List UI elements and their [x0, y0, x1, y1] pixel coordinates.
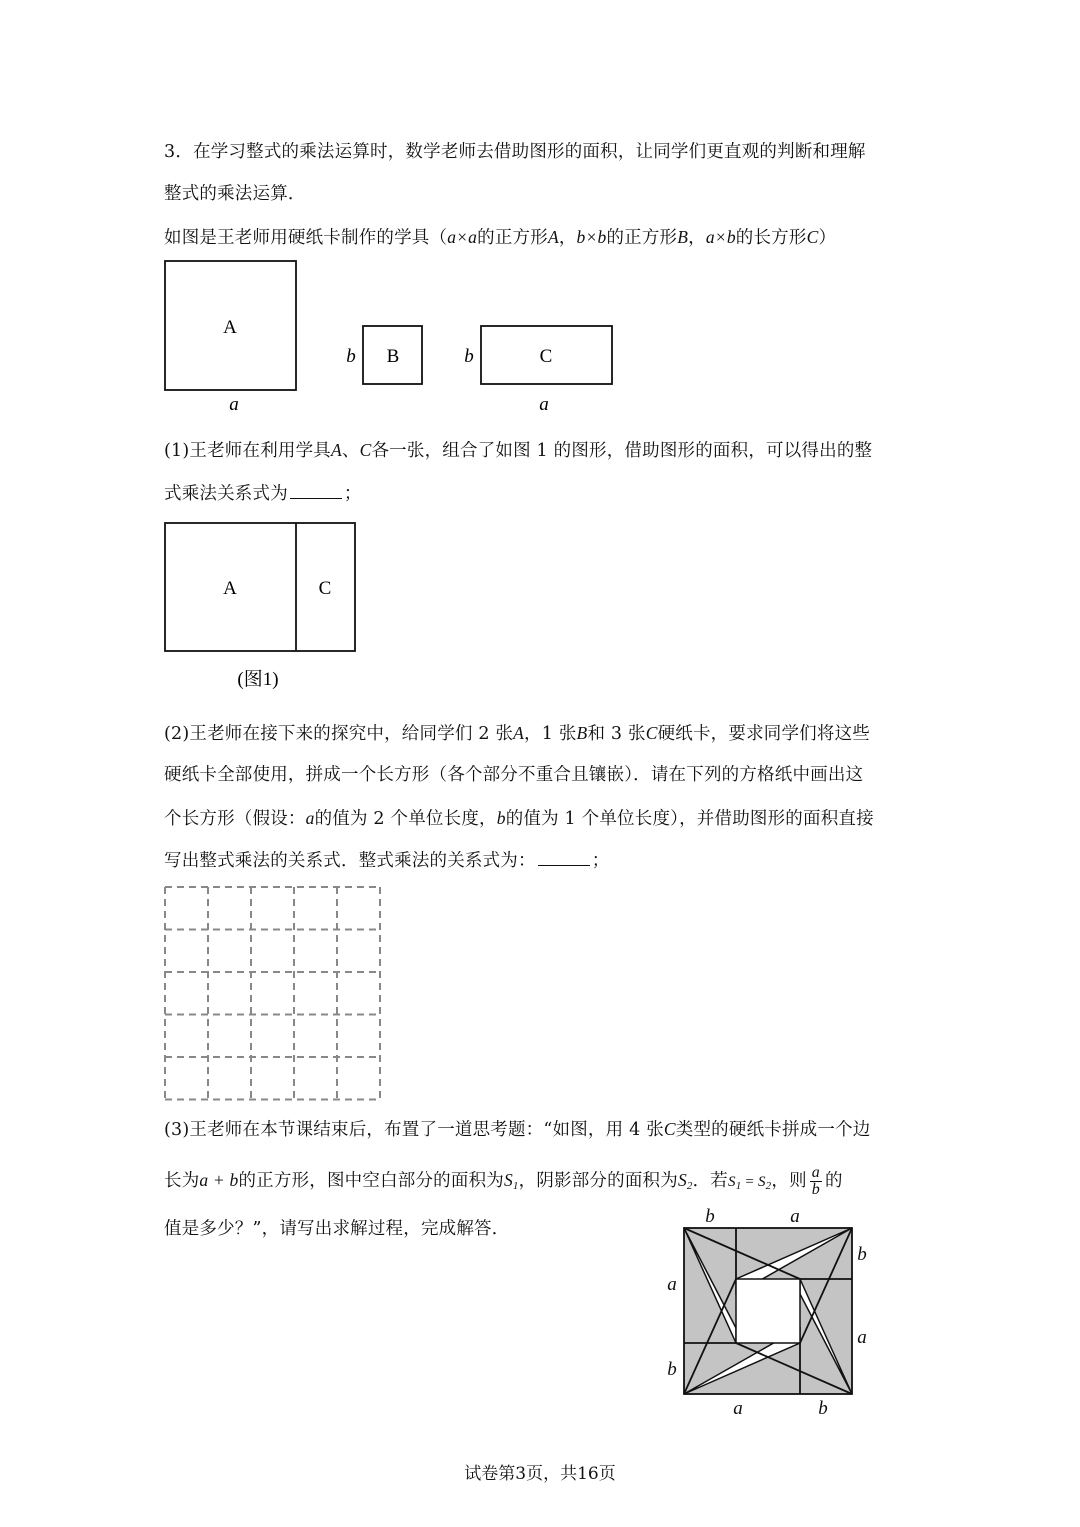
expr-a-plus-b: a + b — [199, 1170, 239, 1190]
label-top-a: a — [790, 1206, 800, 1227]
rect-C-side-a: a — [539, 394, 549, 415]
label-right-a: a — [857, 1327, 867, 1348]
p3-text-b: 类型的硬纸卡拼成一个边 — [675, 1120, 871, 1140]
label-right-b: b — [857, 1244, 867, 1265]
subscript-1: 1 — [512, 1180, 519, 1192]
p2-text-b: ，1 张 — [524, 724, 577, 744]
comma: ， — [558, 228, 577, 248]
p3-text-l2c: ，阴影部分的面积为 — [518, 1171, 678, 1191]
q3-line2: 整式的乘法运算． — [164, 184, 306, 204]
p3-text-a: (3)王老师在本节课结束后，布置了一道思考题：“如图，用 4 张 — [164, 1120, 664, 1140]
subscript-2: 2 — [686, 1180, 693, 1192]
p1-text-c: 各一张，组合了如图 1 的图形，借助图形的面积，可以得出的整 — [371, 441, 873, 461]
p3-text-l2f: 的 — [824, 1171, 843, 1191]
var-A: A — [513, 723, 525, 743]
p3-text-l2a: 长为 — [164, 1171, 200, 1191]
equals-sign: = — [741, 1174, 758, 1190]
square-A-label: A — [223, 317, 237, 338]
var-S: S — [677, 1170, 687, 1190]
label-top-b: b — [705, 1206, 715, 1227]
expr-axa: a×a — [447, 227, 478, 247]
var-A: A — [547, 227, 559, 247]
p2-text-l3c: 的值为 1 个单位长度），并借助图形的面积直接 — [505, 809, 874, 829]
var-S: S — [728, 1174, 736, 1190]
var-S: S — [503, 1170, 513, 1190]
subscript-2: 2 — [765, 1180, 772, 1192]
p2-semicolon: ； — [591, 851, 610, 871]
p3-text-l2e: ，则 — [771, 1171, 807, 1191]
expr-bxb: b×b — [576, 227, 607, 247]
intro-text-a: 如图是王老师用硬纸卡制作的学具（ — [164, 228, 448, 248]
p2-line2: 硬纸卡全部使用，拼成一个长方形（各个部分不重合且镶嵌）．请在下列的方格纸中画出这 — [164, 765, 864, 785]
p1-semicolon: ； — [343, 484, 362, 504]
var-b: b — [496, 808, 506, 828]
page-footer: 试卷第3页，共16页 — [464, 1464, 616, 1484]
fraction-denominator: b — [811, 1181, 820, 1198]
subscript-1: 1 — [735, 1180, 742, 1192]
q3-line1: 3．在学习整式的乘法运算时，数学老师去借助图形的面积，让同学们更直观的判断和理解 — [164, 142, 866, 162]
expr-axb: a×b — [705, 227, 736, 247]
p2-text-a: (2)王老师在接下来的探究中，给同学们 2 张 — [164, 724, 514, 744]
label-left-a: a — [667, 1274, 677, 1295]
label-bottom-b: b — [818, 1398, 828, 1419]
var-C: C — [645, 723, 658, 743]
var-C: C — [806, 227, 819, 247]
label-left-b: b — [667, 1359, 677, 1380]
fig1-C-label: C — [318, 578, 332, 599]
label-bottom-a: a — [733, 1398, 743, 1419]
rect-C-label: C — [539, 346, 553, 367]
p3-line3: 值是多少？”，请写出求解过程，完成解答． — [164, 1219, 510, 1239]
fig1-A-label: A — [223, 578, 237, 599]
p1-sep: 、 — [341, 441, 360, 461]
p2-text-l3b: 的值为 2 个单位长度， — [314, 809, 497, 829]
p1-text-l2: 式乘法关系式为 — [164, 484, 288, 504]
p2-text-d: 硬纸卡，要求同学们将这些 — [657, 724, 870, 744]
var-S: S — [757, 1174, 766, 1190]
square-B-side-b: b — [346, 346, 356, 367]
intro-text-c: 的正方形 — [606, 228, 678, 248]
square-B-label: B — [386, 346, 400, 367]
var-B: B — [677, 227, 689, 247]
square-A-side-a: a — [229, 394, 239, 415]
comma: ， — [688, 228, 706, 248]
p2-text-l4: 写出整式乘法的关系式．整式乘法的关系式为： — [164, 851, 536, 871]
p2-text-l3a: 个长方形（假设： — [164, 809, 306, 829]
fig1-caption: (图1) — [237, 669, 279, 690]
p3-text-l2b: 的正方形，图中空白部分的面积为 — [238, 1171, 504, 1191]
rect-C-side-b: b — [464, 346, 474, 367]
p1-text-a: (1)王老师在利用学具 — [164, 441, 331, 461]
fraction-numerator: a — [811, 1164, 820, 1181]
p3-text-l2d: ．若 — [692, 1171, 728, 1191]
var-C: C — [663, 1119, 676, 1139]
intro-text-d: 的长方形 — [735, 228, 807, 248]
intro-text-b: 的正方形 — [477, 228, 548, 248]
p2-text-c: 和 3 张 — [587, 724, 646, 744]
var-A: A — [331, 440, 342, 460]
center-square — [736, 1279, 800, 1343]
var-a: a — [305, 808, 315, 828]
close-paren: ） — [818, 228, 837, 248]
var-C: C — [359, 440, 372, 460]
var-B: B — [576, 723, 588, 743]
